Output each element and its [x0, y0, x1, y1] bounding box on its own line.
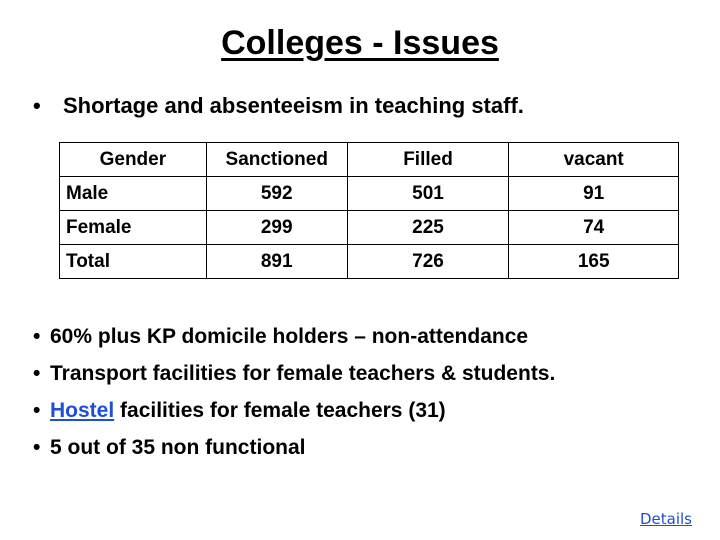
- list-item-text: 5 out of 35 non functional: [50, 436, 306, 459]
- details-link[interactable]: Details: [640, 510, 693, 528]
- cell-filled: 501: [347, 177, 509, 211]
- cell-filled: 726: [347, 245, 509, 279]
- cell-sanctioned: 891: [206, 245, 347, 279]
- header-gender: Gender: [60, 143, 207, 177]
- list-item: [33, 429, 555, 466]
- list-item: [33, 318, 555, 355]
- table-row: [60, 177, 679, 211]
- header-sanctioned: Sanctioned: [206, 143, 347, 177]
- intro-bullet-text: Shortage and absenteeism in teaching staff.: [63, 93, 524, 118]
- bullet-marker: •: [33, 399, 41, 422]
- list-item-text: facilities for female teachers (31): [114, 399, 446, 422]
- bullet-marker: •: [33, 93, 41, 118]
- list-item-text: Transport facilities for female teachers & students.: [50, 362, 556, 385]
- cell-sanctioned: 592: [206, 177, 347, 211]
- header-vacant: vacant: [509, 143, 679, 177]
- cell-gender: Total: [60, 245, 207, 279]
- hostel-link[interactable]: Hostel: [50, 399, 115, 422]
- issues-bullet-list: [33, 318, 555, 466]
- cell-filled: 225: [347, 211, 509, 245]
- teaching-staff-table: [59, 142, 679, 279]
- bullet-marker: •: [33, 436, 41, 459]
- table-row: [60, 245, 679, 279]
- cell-vacant: 91: [509, 177, 679, 211]
- bullet-marker: •: [33, 325, 41, 348]
- cell-sanctioned: 299: [206, 211, 347, 245]
- intro-bullet: [33, 93, 524, 119]
- list-item-text: 60% plus KP domicile holders – non-attendance: [50, 325, 529, 348]
- cell-gender: Female: [60, 211, 207, 245]
- cell-vacant: 165: [509, 245, 679, 279]
- list-item: [33, 392, 555, 429]
- cell-vacant: 74: [509, 211, 679, 245]
- cell-gender: Male: [60, 177, 207, 211]
- header-filled: Filled: [347, 143, 509, 177]
- list-item: [33, 355, 555, 392]
- bullet-marker: •: [33, 362, 41, 385]
- table-header-row: [60, 143, 679, 177]
- table-row: [60, 211, 679, 245]
- slide-title: Colleges - Issues: [221, 24, 499, 62]
